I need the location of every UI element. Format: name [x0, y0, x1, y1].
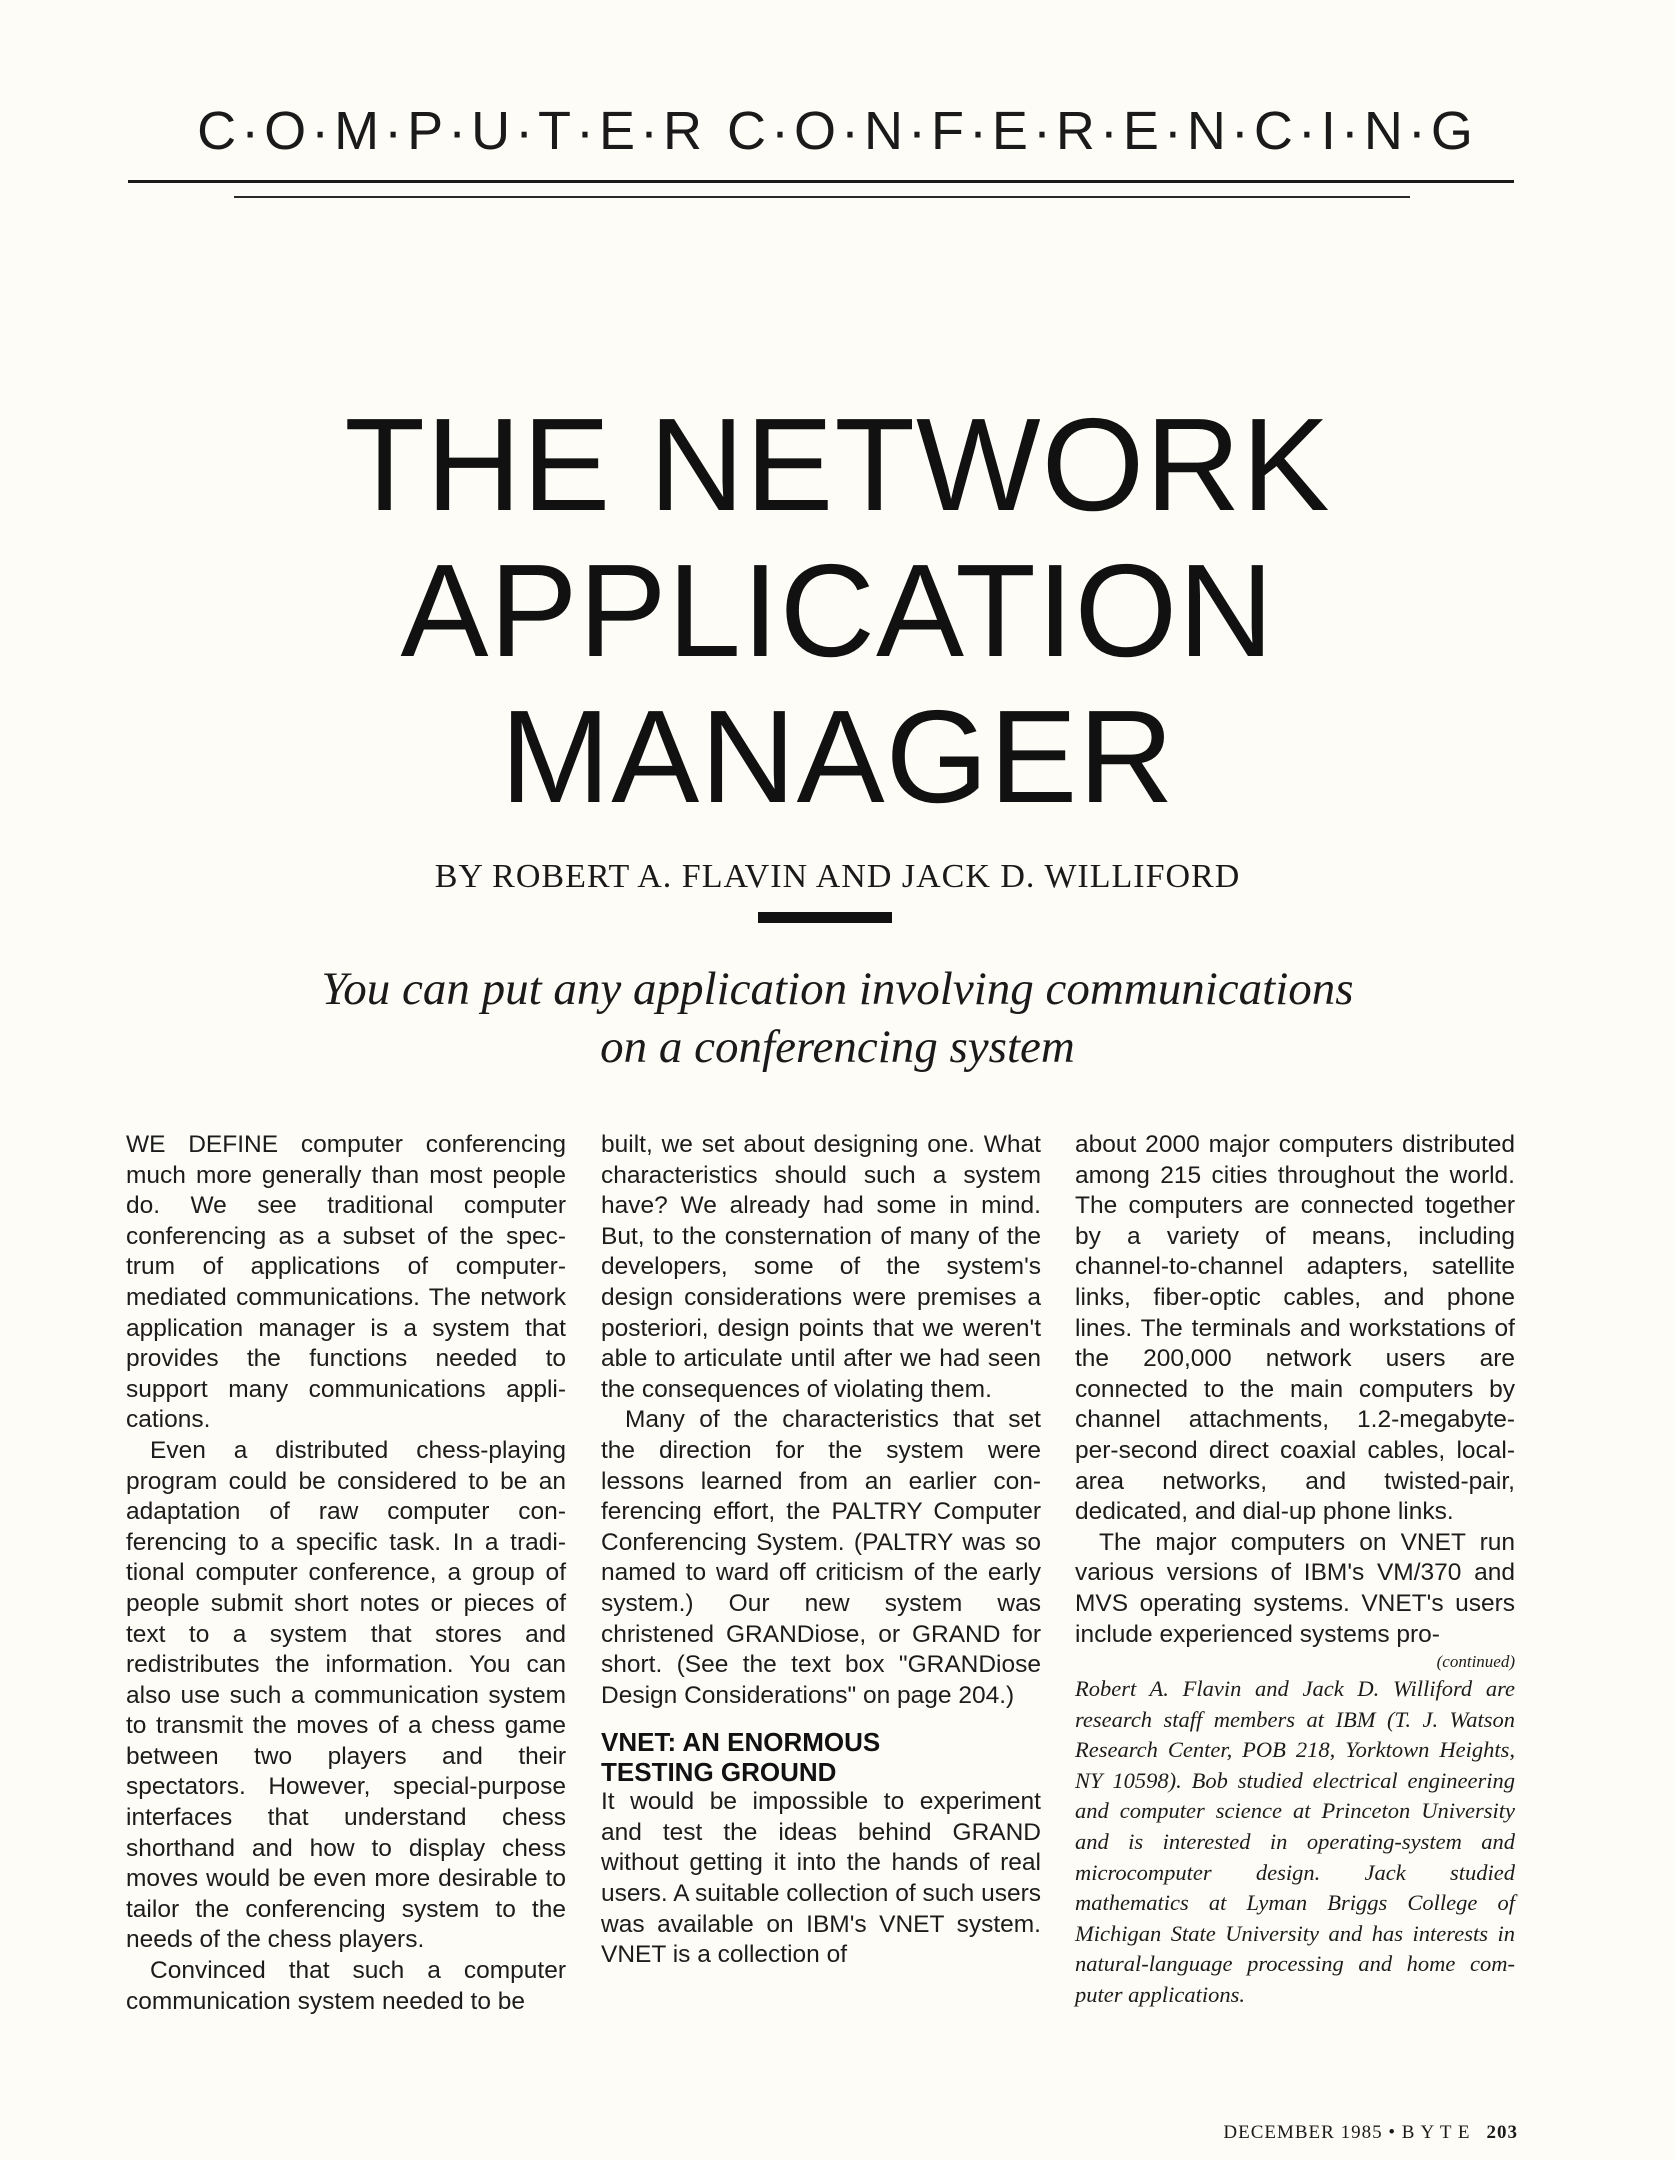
- header-rule-thick: [128, 180, 1514, 183]
- article-title: [0, 392, 1675, 830]
- column-1: [126, 1130, 566, 2017]
- title-line-3: MANAGER: [500, 683, 1175, 830]
- issue-info: DECEMBER 1985 • B Y T E: [1223, 2122, 1471, 2143]
- page-footer: [1100, 2122, 1518, 2144]
- subhead: [601, 1727, 1041, 1787]
- deck-line-1: You can put any application involving communications: [321, 963, 1354, 1015]
- deck: [0, 960, 1675, 1076]
- section-header: C·O·M·P·U·T·E·R C·O·N·F·E·R·E·N·C·I·N·G: [197, 101, 1478, 161]
- header-rule-thin: [234, 196, 1410, 198]
- paragraph: Convinced that such a computer communication system needed to be: [126, 1957, 566, 2015]
- paragraph: The major computers on VNET run various versions of IBM's VM/370 and MVS operating systems. VNET's users include experienced systems pro-: [1075, 1528, 1515, 1648]
- byline: BY ROBERT A. FLAVIN AND JACK D. WILLIFORD: [434, 858, 1241, 895]
- paragraph: Many of the characteristics that set the direction for the system were lessons learned from an earlier conferencing effort, the PALTRY Computer Conferencing System. (PALTRY was so named to ward off criticism of the early system.) Our new system was christened GRANDiose, or GRAND for short. (See the text box "GRANDiose Design Considerations" on page 204.): [601, 1406, 1041, 1709]
- paragraph: WE DEFINE computer conferencing much more generally than most people do. We see traditional computer conferencing as a subset of the spectrum of applications of computer-mediated communications. The network application manager is a system that provides the functions needed to support many communications applications.: [126, 1131, 566, 1434]
- column-2: [601, 1130, 1041, 1971]
- subhead-line-1: VNET: AN ENORMOUS: [601, 1727, 881, 1758]
- paragraph: built, we set about designing one. What characteristics should such a system have? We already had some in mind. But, to the consternation of many of the developers, some of the system's design considerations were premises a posteriori, design points that we weren't able to articulate until after we had seen the consequences of violating them.: [601, 1131, 1041, 1403]
- author-bio: Robert A. Flavin and Jack D. Williford are research staff members at IBM (T. J. Watson Research Center, POB 218, Yorktown Heights, NY 10598). Bob studied electrical engineering and computer science at Princeton University and is interested in operating-system and microcomputer design. Jack studied mathematics at Lyman Briggs College of Michigan State University and has interests in natural-language processing and home computer applications.: [1075, 1676, 1515, 2008]
- subhead-line-2: TESTING GROUND: [601, 1757, 837, 1788]
- paragraph: Even a distributed chess-playing program could be considered to be an adaptation of raw computer conferencing to a specific task. In a traditional computer conference, a group of people submit short notes or pieces of text to a system that stores and redistributes the information. You can also use such a communication system to transmit the moves of a chess game between two players and their spectators. However, special-purpose interfaces that understand chess shorthand and how to display chess moves would be even more desirable to tailor the conferencing system to the needs of the chess players.: [126, 1436, 566, 1954]
- title-line-1: THE NETWORK: [344, 391, 1331, 538]
- column-3: [1075, 1130, 1515, 2011]
- continued-note: (continued): [1436, 1652, 1515, 1672]
- paragraph: about 2000 major computers distributed among 215 cities throughout the world. The computers are connected together by a variety of means, including channel-to-channel adapters, satellite links, fiber-optic cables, and phone lines. The terminals and workstations of the 200,000 network users are connected to the main computers by channel attachments, 1.2-megabyte-per-second direct coaxial cables, local-area networks, and twisted-pair, dedicated, and dial-up phone links.: [1075, 1131, 1515, 1526]
- byline-bar: [758, 912, 892, 923]
- title-line-2: APPLICATION: [400, 537, 1275, 684]
- paragraph: It would be impossible to experiment and test the ideas behind GRAND without getting it into the hands of real users. A suitable collection of such users was available on IBM's VNET system. VNET is a collection of: [601, 1788, 1041, 1969]
- deck-line-2: on a conferencing system: [600, 1021, 1075, 1073]
- page-number: 203: [1486, 2122, 1518, 2143]
